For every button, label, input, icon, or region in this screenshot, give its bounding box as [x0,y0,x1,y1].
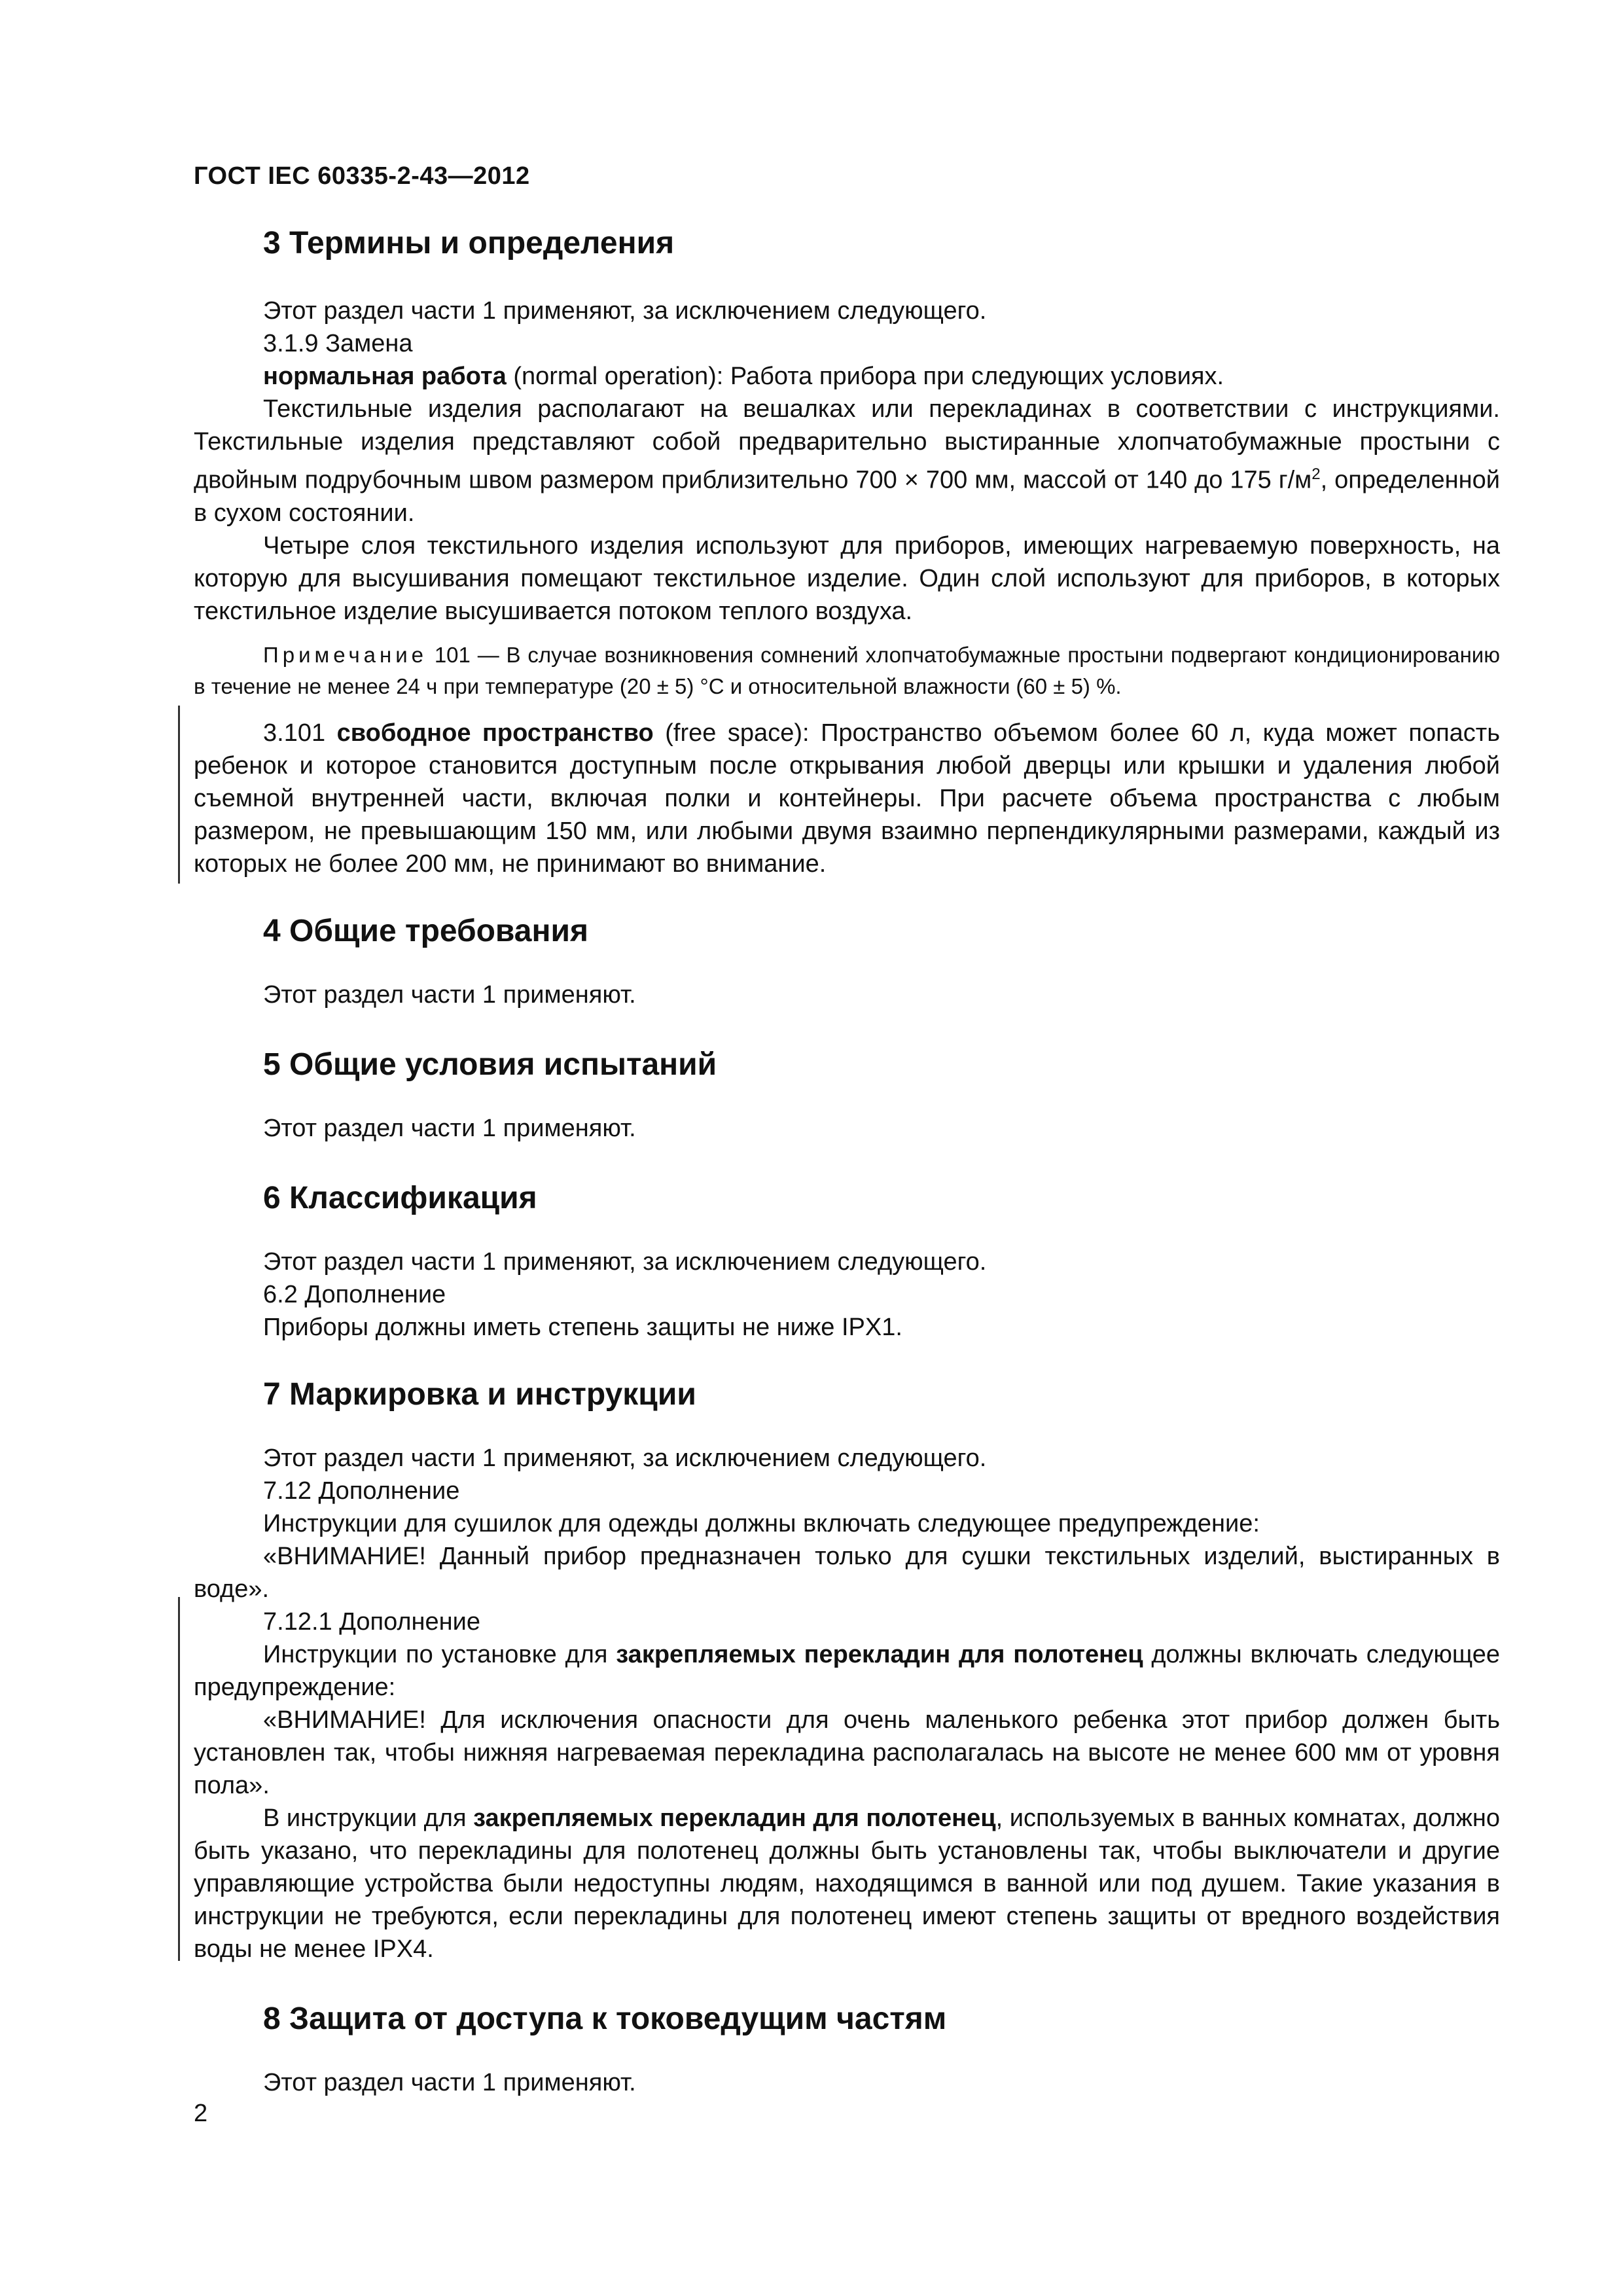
superscript: 2 [1311,465,1321,483]
document-header: ГОСТ IEC 60335-2-43—2012 [194,162,530,190]
section-3-intro: Этот раздел части 1 применяют, за исключением следующего. [263,297,987,325]
paragraph-layers: Четыре слоя текстильного изделия используют для приборов, имеющих нагреваемую поверхность, на которую для высушивания помещают текстильное изделие. Один слой используют для приборов, в которых текстильное изделие высушивается потоком теплого воздуха. [194,531,1500,625]
section-3-heading: 3 Термины и определения [263,226,675,260]
term-bold: нормальная работа [263,363,507,390]
clause-7-12-1: 7.12.1 Дополнение [263,1607,481,1636]
section-7-text-2 [194,1638,1500,1704]
warning-1: «ВНИМАНИЕ! Данный прибор предназначен только для сушки текстильных изделий, выстиранных в воде». [194,1542,1500,1603]
section-6-heading: 6 Классификация [263,1180,537,1215]
text-part: , используемых в ванных комнатах, должно быть указано, что перекладины для полотенец должны быть установлены так, чтобы выключатели и другие управляющие устройства были недоступны людям, находящимся в ванной или под душем. Такие указания в инструкции не требуются, если перекладины для полотенец имеют степень защиты от вредного воздействия воды не менее IPX4. [194,1804,1501,1963]
section-5-text: Этот раздел части 1 применяют. [263,1114,636,1142]
section-7-text-3 [194,1802,1500,1965]
text-bold: закрепляемых перекладин для полотенец [473,1804,996,1832]
term-definition: (normal operation): Работа прибора при следующих условиях. [506,363,1224,390]
document-body [194,223,1500,2099]
definition-term: свободное пространство [336,719,654,747]
note-label: Примечание [263,642,428,667]
paragraph-text-end: , определенной в сухом состоянии. [194,466,1500,527]
change-bar [178,1597,180,1961]
section-8-text: Этот раздел части 1 применяют. [263,2068,636,2096]
section-7-intro: Этот раздел части 1 применяют, за исключением следующего. [263,1444,987,1472]
clause-6-2: 6.2 Дополнение [263,1280,446,1308]
section-8-heading: 8 Защита от доступа к токоведущим частям [263,2001,947,2036]
section-6-text: Приборы должны иметь степень защиты не ниже IPX1. [263,1313,902,1341]
clause-7-12: 7.12 Дополнение [263,1477,460,1505]
page-number: 2 [194,2100,208,2127]
section-6-intro: Этот раздел части 1 применяют, за исключением следующего. [263,1247,987,1276]
change-bar [178,706,180,884]
note-101 [194,639,1500,702]
note-text: 101 — В случае возникновения сомнений хлопчатобумажные простыни подвергают кондиционированию в течение не менее 24 ч при температуре (20 ± 5) °С и относительной влажности (60 ± 5) %. [194,642,1500,698]
text-bold: закрепляемых перекладин для полотенец [616,1640,1143,1668]
definition-free-space [194,717,1500,880]
definition-number: 3.101 [263,719,337,747]
text-part: Инструкции по установке для [263,1640,616,1668]
text-part: В инструкции для [263,1804,474,1832]
text-part: должны включать следующее предупреждение: [194,1640,1500,1701]
paragraph-text: Текстильные изделия располагают на вешалках или перекладинах в соответствии с инструкциями. Текстильные изделия представляют собой предварительно выстиранные хлопчатобумажные простыни с двойным подрубочным швом размером приблизительно 700 × 700 мм, массой от 140 до 175 г/м [194,395,1500,494]
definition-text: (free space): Пространство объемом более 60 л, куда может попасть ребенок и которое становится доступным после открывания любой дверцы или крышки и удаления любой съемной внутренней части, включая полки и контейнеры. При расчете объема пространства с любым размером, не превышающим 150 мм, или любыми двумя взаимно перпендикулярными размерами, каждый из которых не более 200 мм, не принимают во внимание. [194,719,1500,878]
section-4-heading: 4 Общие требования [263,913,588,948]
section-7-heading: 7 Маркировка и инструкции [263,1376,696,1412]
warning-2: «ВНИМАНИЕ! Для исключения опасности для очень маленького ребенка этот прибор должен быть установлен так, чтобы нижняя нагреваемая перекладина располагалась на высоте не менее 600 мм от уровня пола». [194,1706,1500,1799]
section-7-text-1: Инструкции для сушилок для одежды должны включать следующее предупреждение: [263,1509,1260,1537]
term-normal-operation [194,360,1500,393]
section-4-text: Этот раздел части 1 применяют. [263,980,636,1009]
section-5-heading: 5 Общие условия испытаний [263,1047,717,1082]
clause-3-1-9: 3.1.9 Замена [263,330,413,357]
paragraph-textiles [194,393,1500,529]
